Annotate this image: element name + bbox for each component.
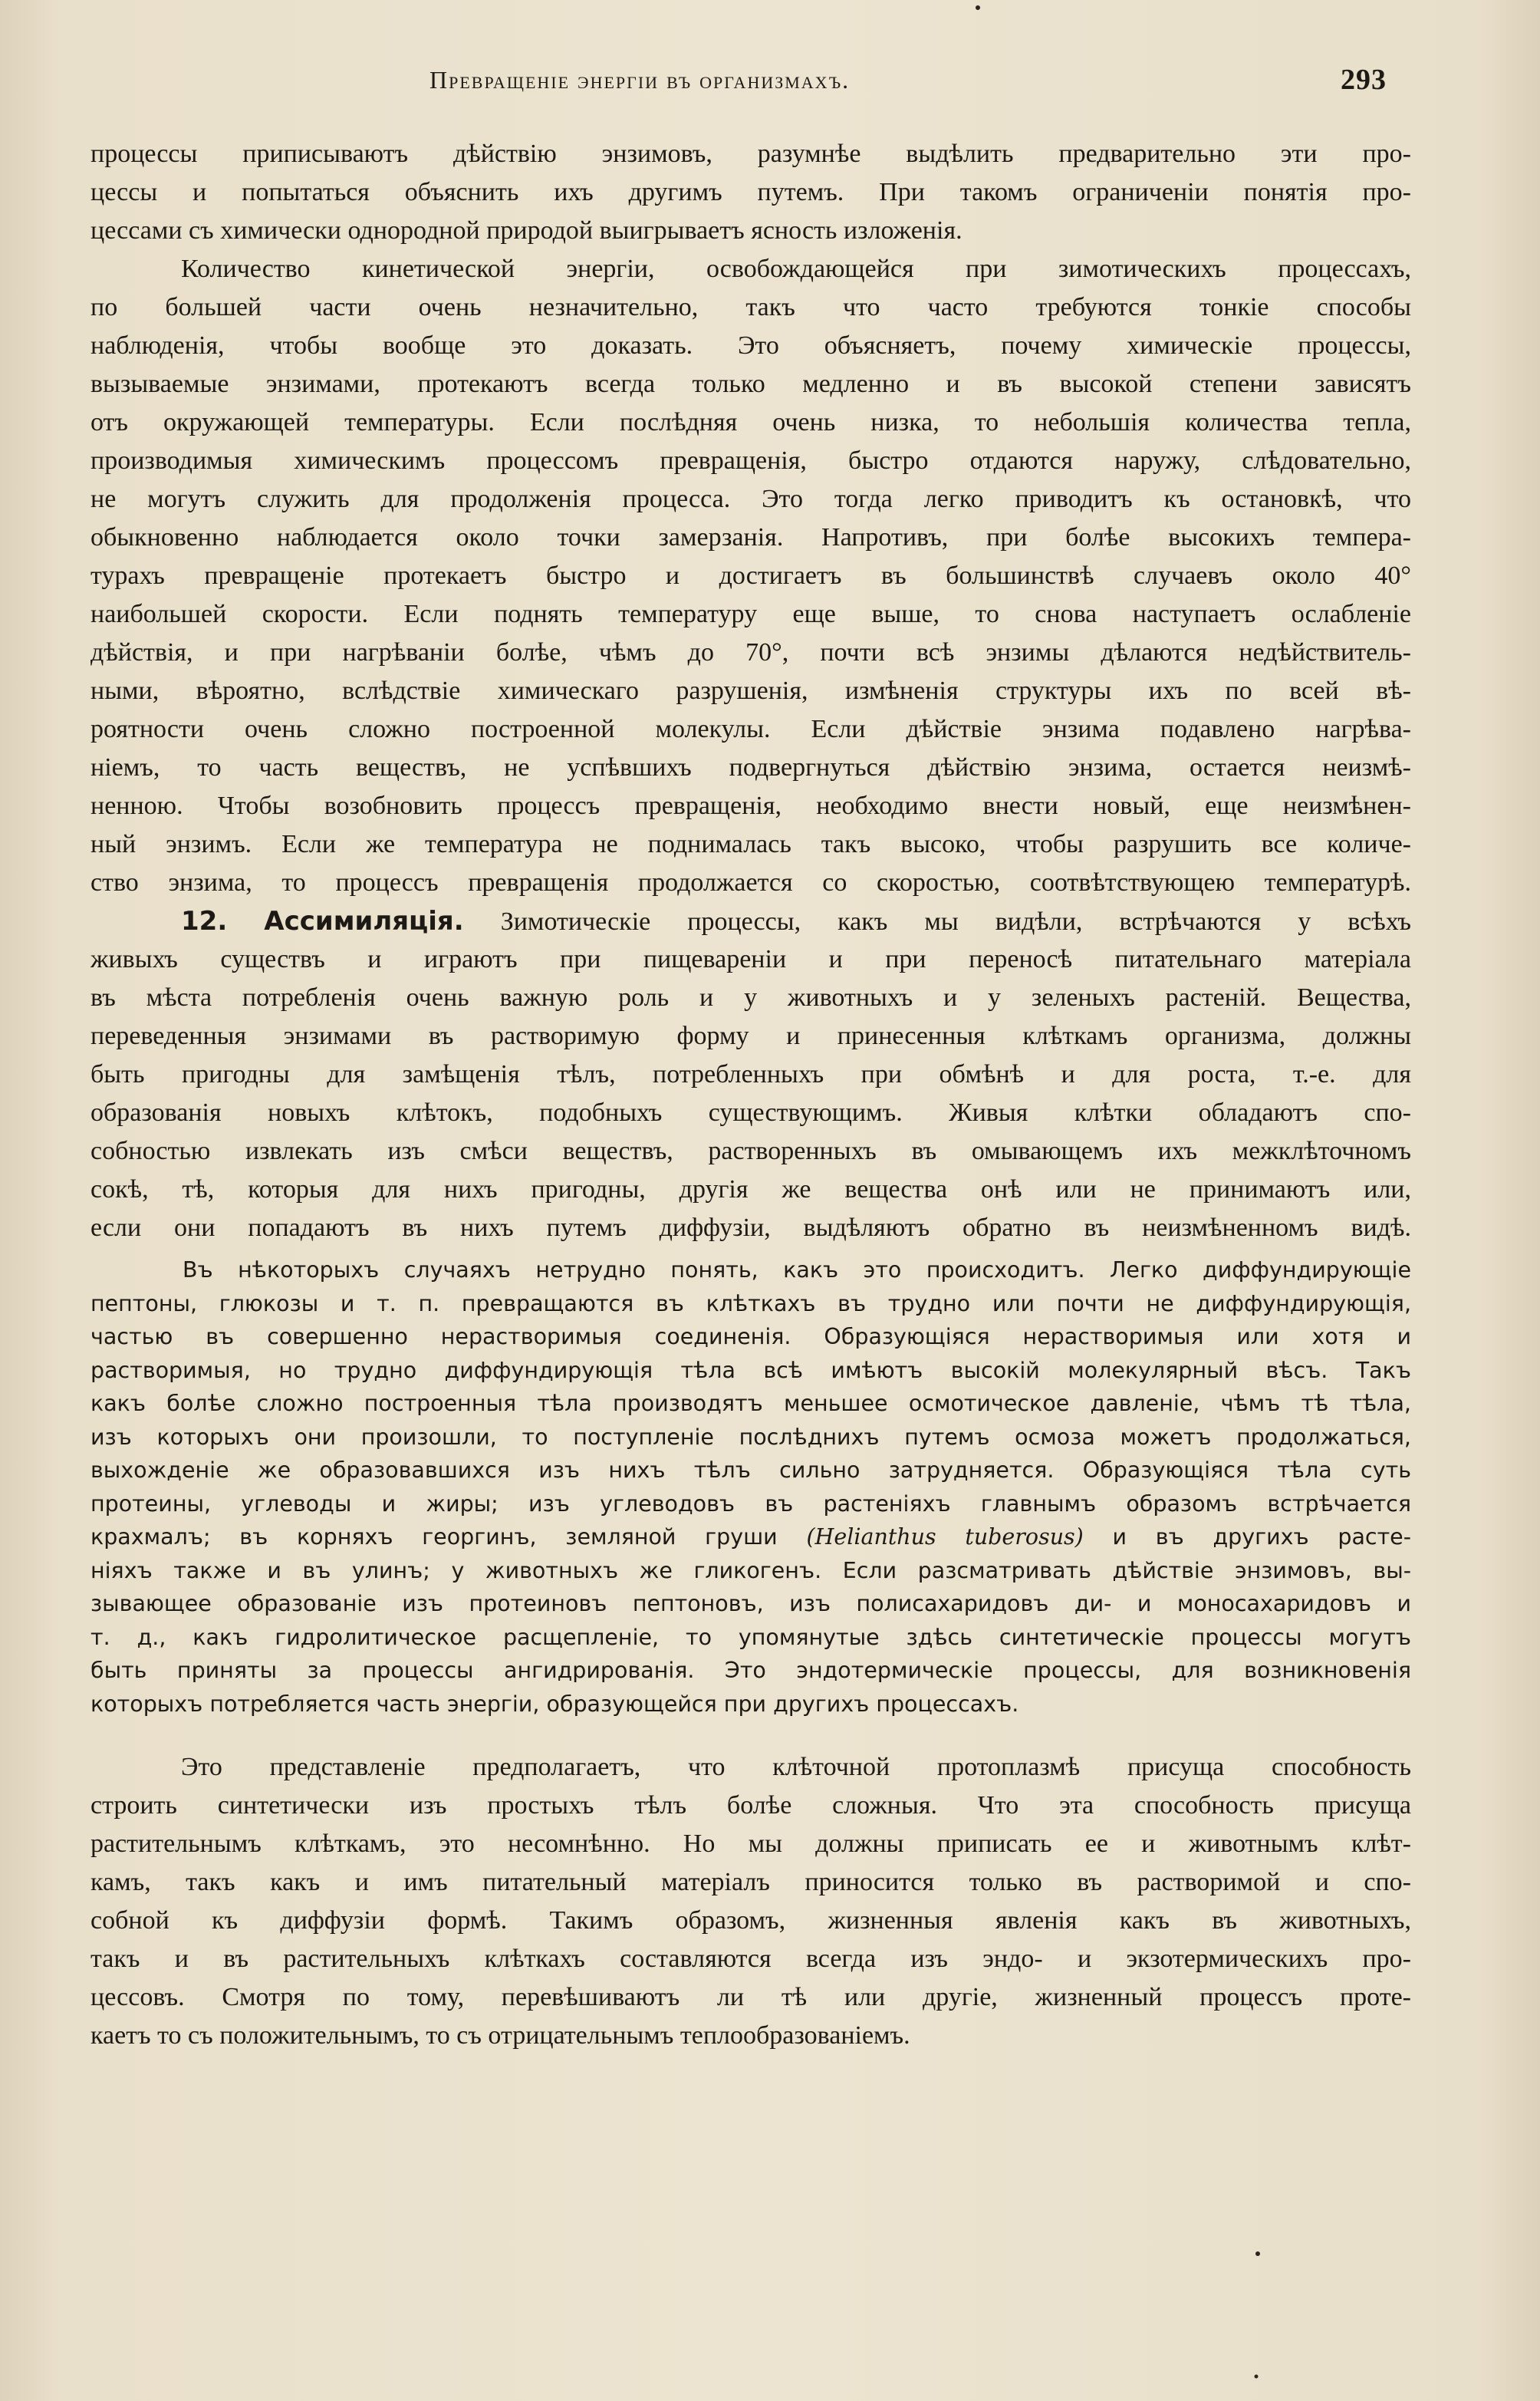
text-line: ніемъ, то часть веществъ, не успѣвшихъ подвергнуться дѣйствію энзима, остается неизмѣ- (90, 753, 1411, 782)
text-line: цессами съ химически однородной природой выигрываетъ ясность изложенія. (90, 216, 962, 245)
text-line: цессы и попытаться объяснить ихъ другимъ путемъ. При такомъ ограниченіи понятія про- (90, 178, 1411, 206)
small-text-line: пептоны, глюкозы и т. п. превращаются въ клѣткахъ въ трудно или почти не диффундирующія, (90, 1290, 1411, 1316)
text-line: цессовъ. Смотря по тому, перевѣшиваютъ ли тѣ или другіе, жизненный процессъ проте- (90, 1983, 1411, 2011)
text-line: камъ, такъ какъ и имъ питательный матеріалъ приносится только въ растворимой и спо- (90, 1868, 1411, 1896)
text-line: собностью извлекать изъ смѣси веществъ, растворенныхъ въ омывающемъ ихъ межклѣточномъ (90, 1137, 1411, 1165)
small-text-line: протеины, углеводы и жиры; изъ углеводовъ въ растеніяхъ главнымъ образомъ встрѣчается (90, 1490, 1411, 1517)
text-line: вызываемые энзимами, протекаютъ всегда только медленно и въ высокой степени зависятъ (90, 370, 1411, 398)
small-text-line: т. д., какъ гидролитическое расщепленіе, то упомянутые здѣсь синтетическіе процессы могутъ (90, 1624, 1411, 1650)
small-text-line: которыхъ потребляется часть энергіи, образующейся при другихъ процессахъ. (90, 1691, 1019, 1717)
text-line: такъ и въ растительныхъ клѣткахъ составляются всегда изъ эндо- и экзотермическихъ про- (90, 1945, 1411, 1973)
running-title: Превращеніе энергіи въ организмахъ. (429, 66, 851, 94)
text-line: отъ окружающей температуры. Если послѣдняя очень низка, то небольшія количества тепла, (90, 408, 1411, 436)
text-line: наибольшей скорости. Если поднять температуру еще выше, то снова наступаетъ ослабленіе (90, 600, 1411, 628)
small-text-line: какъ болѣе сложно построенныя тѣла производятъ меньшее осмотическое давленіе, чѣмъ тѣ тѣла, (90, 1391, 1411, 1416)
text-line: каетъ то съ положительнымъ, то съ отрицательнымъ теплообразованіемъ. (90, 2021, 910, 2050)
latin-plant-name: (Helianthus tuberosus) (806, 1524, 1084, 1550)
text-line: растительнымъ клѣткамъ, это несомнѣнно. Но мы должны приписать ее и животнымъ клѣт- (90, 1830, 1411, 1858)
small-text-line: изъ которыхъ они произошли, то поступленіе послѣднихъ путемъ осмоза можетъ продолжаться, (90, 1424, 1411, 1450)
text-line: образованія новыхъ клѣтокъ, подобныхъ существующимъ. Живыя клѣтки обладаютъ спо- (90, 1098, 1411, 1127)
page-number: 293 (1341, 64, 1387, 96)
text-line: быть пригодны для замѣщенія тѣлъ, потребленныхъ при обмѣнѣ и для роста, т.-е. для (90, 1060, 1411, 1089)
text-line: ненною. Чтобы возобновить процессъ превращенія, необходимо внести новый, еще неизмѣнен- (90, 792, 1411, 820)
text-line: Количество кинетической энергіи, освобождающейся при зимотическихъ процессахъ, (181, 255, 1411, 283)
section-number: 12. (181, 906, 228, 937)
text-line: роятности очень сложно построенной молекулы. Если дѣйствіе энзима подавлено нагрѣва- (90, 715, 1411, 743)
text-line: процессы приписываютъ дѣйствію энзимовъ, разумнѣе выдѣлить предварительно эти про- (90, 140, 1411, 168)
text-line: производимыя химическимъ процессомъ превращенія, быстро отдаются наружу, слѣдовательно, (90, 446, 1411, 475)
small-text-line: зывающее образованіе изъ протеиновъ пептоновъ, изъ полисахаридовъ ди- и моносахаридовъ и (90, 1591, 1411, 1616)
text-line: турахъ превращеніе протекаетъ быстро и достигаетъ въ большинствѣ случаевъ около 40° (90, 562, 1411, 590)
section-first-line-text: Зимотическіе процессы, какъ мы видѣли, встрѣчаются у всѣхъ (500, 907, 1411, 936)
small-text-line: выхожденіе же образовавшихся изъ нихъ тѣлъ сильно затрудняется. Образующіяся тѣла суть (90, 1457, 1411, 1483)
small-text-line: быть приняты за процессы ангидрированія. Это эндотермическіе процессы, для возникновенія (90, 1658, 1411, 1683)
text-line: дѣйствія, и при нагрѣваніи болѣе, чѣмъ до 70°, почти всѣ энзимы дѣлаются недѣйствитель- (90, 638, 1411, 667)
text-line: живыхъ существъ и играютъ при пищевареніи и при переносѣ питательнаго матеріала (90, 945, 1411, 973)
text-line: наблюденія, чтобы вообще это доказать. Это объясняетъ, почему химическіе процессы, (90, 331, 1411, 360)
text-line: если они попадаютъ въ нихъ путемъ диффузіи, выдѣляютъ обратно въ неизмѣненномъ видѣ. (90, 1214, 1411, 1242)
small-text-segment: и въ другихъ расте- (1112, 1524, 1411, 1550)
small-text-segment: крахмалъ; въ корняхъ георгинъ, земляной груши (90, 1524, 778, 1550)
text-line: въ мѣста потребленія очень важную роль и у животныхъ и у зеленыхъ растеній. Вещества, (90, 983, 1411, 1012)
text-line: собной къ диффузіи формѣ. Такимъ образомъ, жизненныя явленія какъ въ животныхъ, (90, 1906, 1411, 1935)
text-line: не могутъ служить для продолженія процесса. Это тогда легко приводитъ къ остановкѣ, что (90, 485, 1411, 513)
text-line: ными, вѣроятно, вслѣдствіе химическаго разрушенія, измѣненія структуры ихъ по всей вѣ- (90, 677, 1411, 705)
text-line: ство энзима, то процессъ превращенія продолжается со скоростью, соотвѣтствующею температурѣ. (90, 868, 1411, 897)
text-line: ный энзимъ. Если же температура не поднималась такъ высоко, чтобы разрушить все количе- (90, 830, 1411, 858)
text-line: обыкновенно наблюдается около точки замерзанія. Напротивъ, при болѣе высокихъ темпера- (90, 523, 1411, 552)
text-line: по большей части очень незначительно, такъ что часто требуются тонкіе способы (90, 293, 1411, 321)
text-line: Это представленіе предполагаетъ, что клѣточной протоплазмѣ присуща способность (181, 1753, 1411, 1781)
small-text-line: ніяхъ также и въ улинъ; у животныхъ же гликогенъ. Если разсматривать дѣйствіе энзимовъ, вы- (90, 1557, 1411, 1583)
small-text-line: частью въ совершенно нерастворимыя соединенія. Образующіяся нерастворимыя или хотя и (90, 1324, 1411, 1349)
text-line: переведенныя энзимами въ растворимую форму и принесенныя клѣткамъ организма, должны (90, 1022, 1411, 1050)
section-heading: Ассимиляція. (264, 906, 464, 937)
text-line: сокѣ, тѣ, которыя для нихъ пригодны, другія же вещества онѣ или не принимаютъ или, (90, 1175, 1411, 1204)
small-text-line: растворимыя, но трудно диффундирующія тѣла всѣ имѣютъ высокій молекулярный вѣсъ. Такъ (90, 1357, 1411, 1383)
small-text-line: Въ нѣкоторыхъ случаяхъ нетрудно понять, какъ это происходитъ. Легко диффундирующіе (183, 1257, 1411, 1283)
text-line: строить синтетически изъ простыхъ тѣлъ болѣе сложныя. Что эта способность присуща (90, 1791, 1411, 1820)
